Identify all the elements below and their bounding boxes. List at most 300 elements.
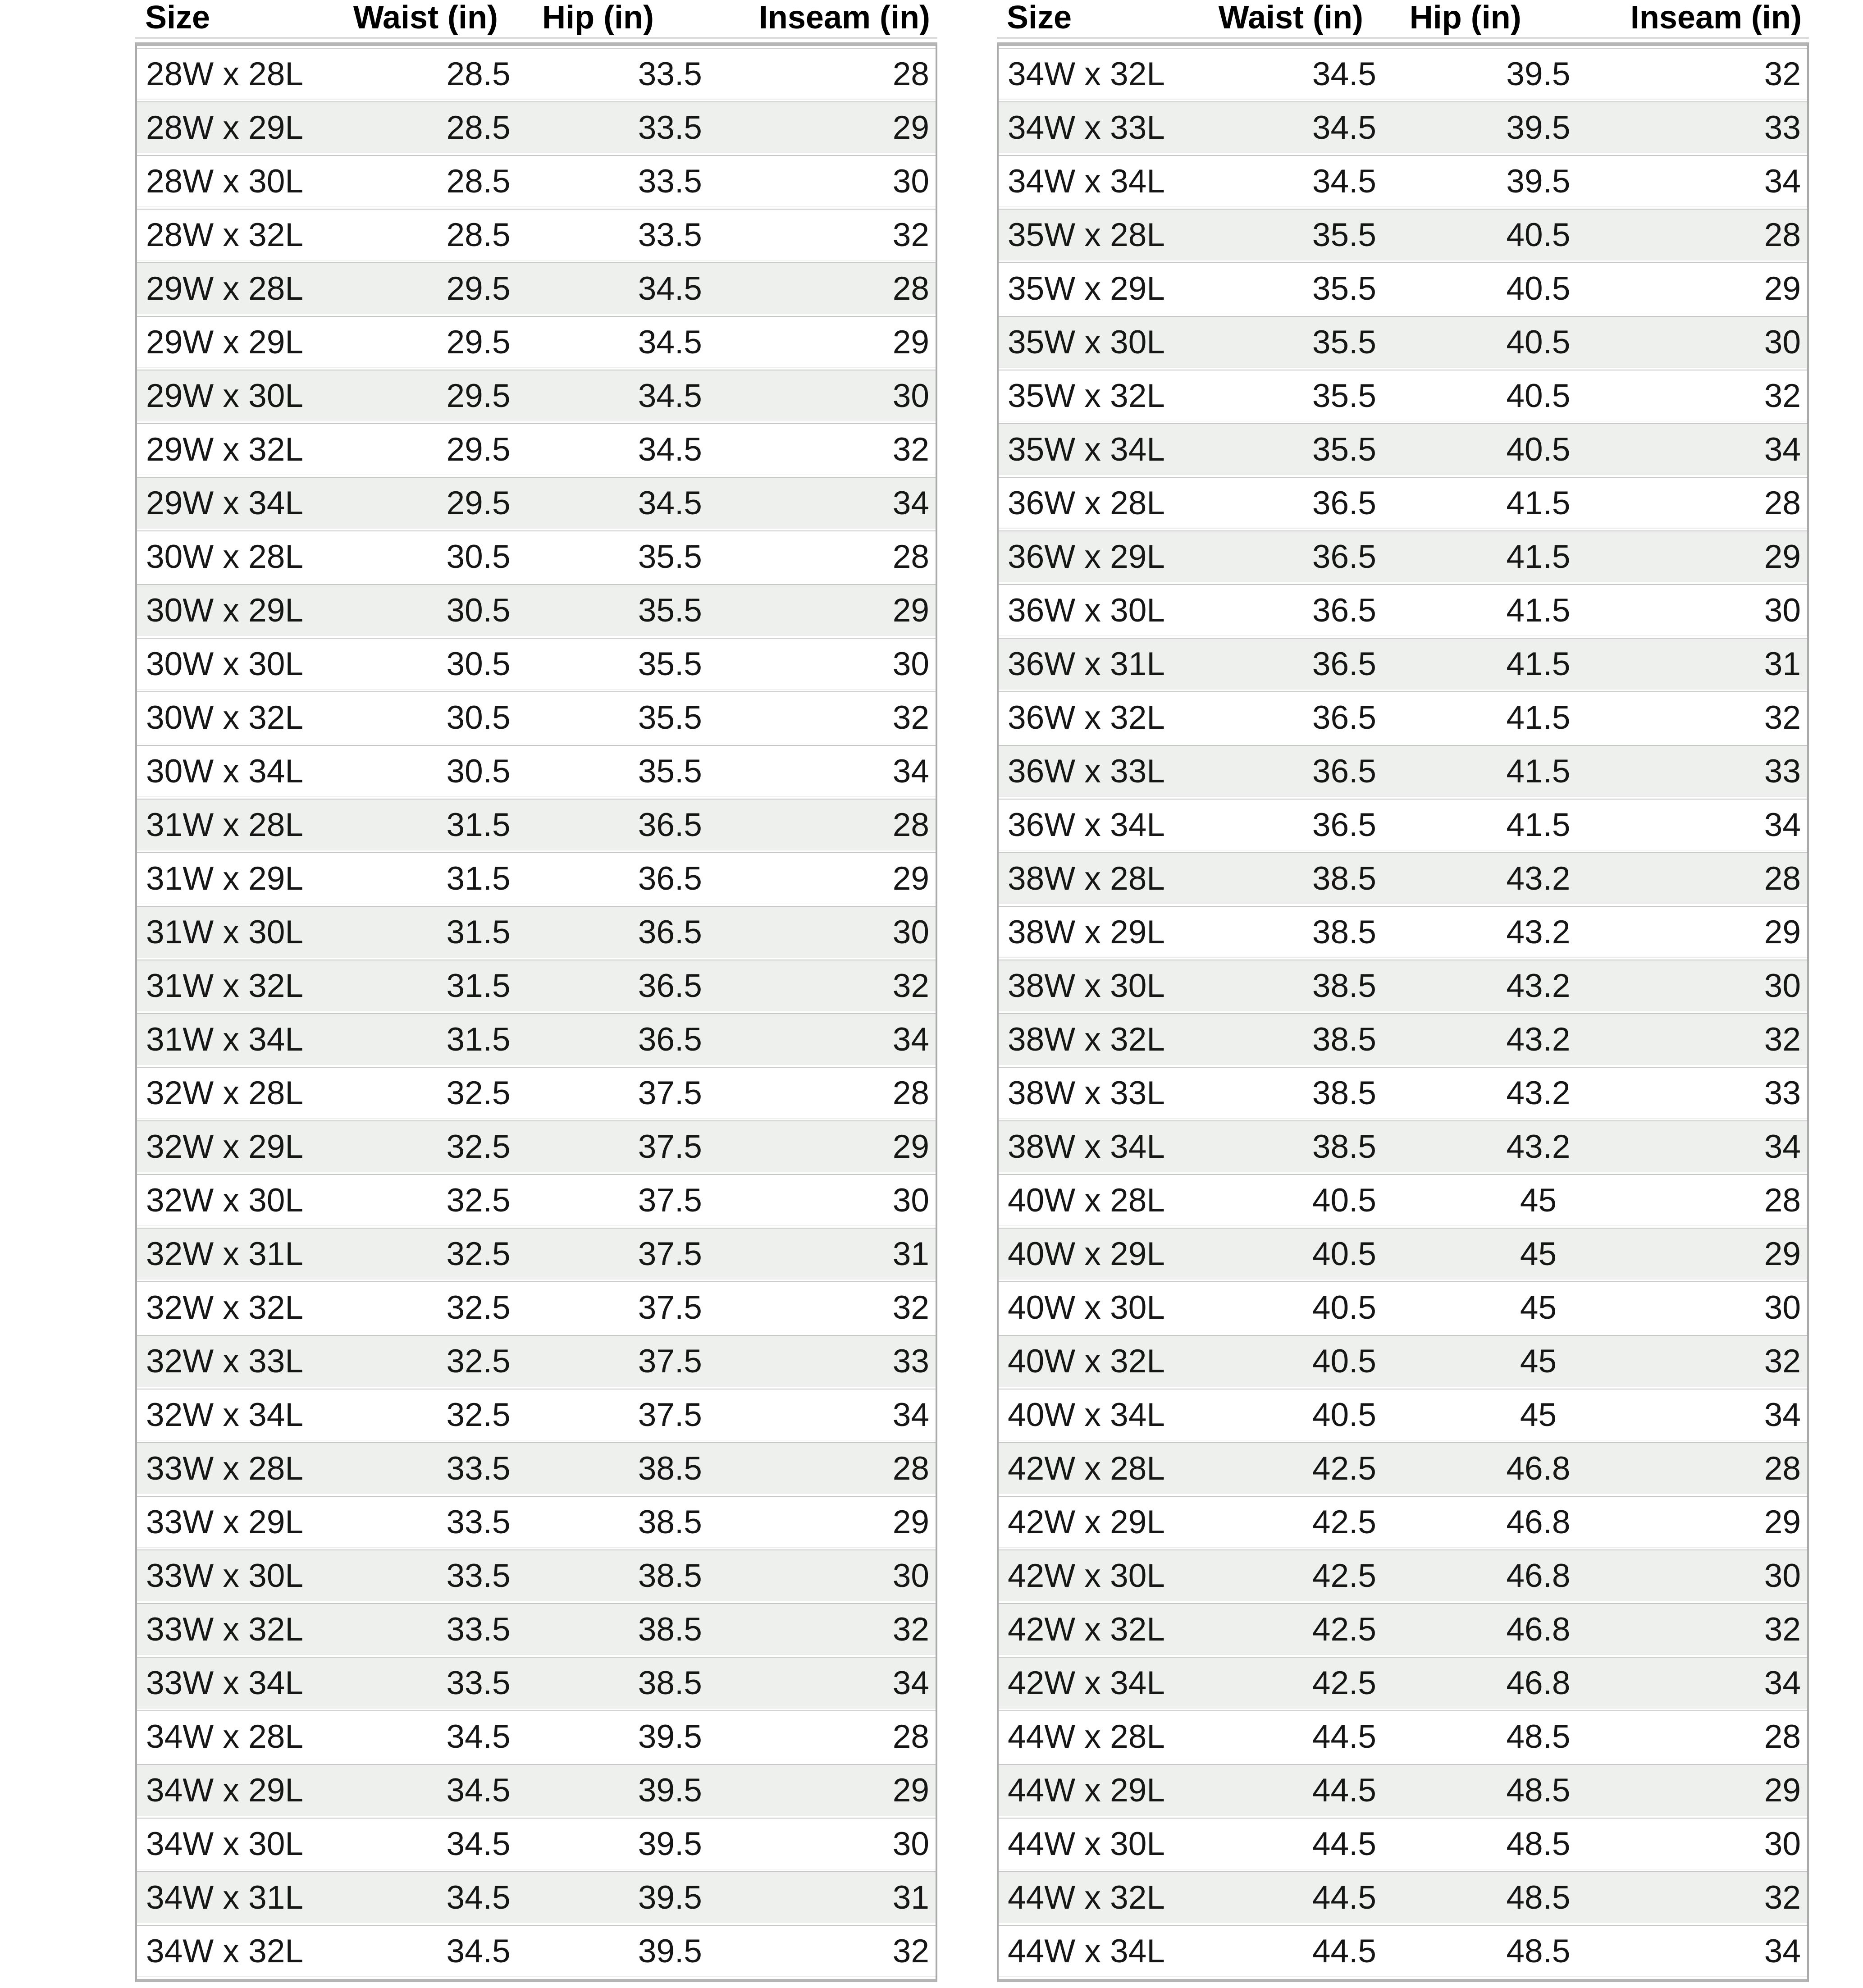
size-cell: 30W x 30L — [146, 645, 303, 682]
size-cell: 35W x 28L — [1008, 216, 1165, 253]
inseam-cell: 29 — [1764, 914, 1801, 951]
inseam-cell: 34 — [1764, 806, 1801, 843]
size-cell: 29W x 34L — [146, 484, 303, 521]
table-row — [137, 423, 936, 475]
size-cell: 32W x 33L — [146, 1343, 303, 1380]
hip-cell: 48.5 — [1506, 1879, 1571, 1916]
size-cell: 34W x 34L — [1008, 163, 1165, 200]
hip-cell: 46.8 — [1506, 1504, 1571, 1540]
inseam-cell: 34 — [1764, 1664, 1801, 1701]
table-row — [999, 370, 1807, 421]
hip-cell: 43.2 — [1506, 914, 1571, 951]
waist-cell: 34.5 — [1312, 163, 1376, 200]
column-header-hip: Hip (in) — [542, 0, 654, 36]
waist-cell: 32.5 — [446, 1396, 511, 1433]
hip-cell: 38.5 — [638, 1504, 702, 1540]
table-row — [999, 101, 1807, 153]
inseam-cell: 32 — [1764, 377, 1801, 414]
table-row — [137, 906, 936, 958]
size-cell: 31W x 30L — [146, 914, 303, 951]
hip-cell: 40.5 — [1506, 377, 1571, 414]
waist-cell: 32.5 — [446, 1235, 511, 1272]
table-row — [137, 316, 936, 368]
hip-cell: 34.5 — [638, 377, 702, 414]
table-row — [999, 906, 1807, 958]
table-header — [997, 0, 1809, 37]
table-row — [137, 1818, 936, 1869]
table-row — [137, 638, 936, 690]
table-row — [137, 584, 936, 636]
table-row — [137, 1120, 936, 1172]
hip-cell: 46.8 — [1506, 1611, 1571, 1648]
inseam-cell: 30 — [1764, 1289, 1801, 1326]
hip-cell: 43.2 — [1506, 967, 1571, 1004]
waist-cell: 30.5 — [446, 699, 511, 736]
size-cell: 44W x 30L — [1008, 1825, 1165, 1862]
inseam-cell: 30 — [892, 1182, 929, 1219]
column-header-size: Size — [145, 0, 210, 36]
column-header-hip: Hip (in) — [1409, 0, 1521, 36]
waist-cell: 33.5 — [446, 1504, 511, 1540]
inseam-cell: 28 — [892, 538, 929, 575]
size-table-left — [135, 0, 937, 1982]
hip-cell: 45 — [1520, 1289, 1557, 1326]
inseam-cell: 30 — [1764, 592, 1801, 629]
inseam-cell: 30 — [1764, 1825, 1801, 1862]
waist-cell: 40.5 — [1312, 1396, 1376, 1433]
inseam-cell: 34 — [1764, 1128, 1801, 1165]
waist-cell: 32.5 — [446, 1128, 511, 1165]
size-cell: 42W x 34L — [1008, 1664, 1165, 1701]
hip-cell: 36.5 — [638, 1021, 702, 1058]
waist-cell: 44.5 — [1312, 1718, 1376, 1755]
size-cell: 38W x 34L — [1008, 1128, 1165, 1165]
column-header-inseam: Inseam (in) — [758, 0, 930, 36]
waist-cell: 38.5 — [1312, 1021, 1376, 1058]
hip-cell: 34.5 — [638, 431, 702, 468]
inseam-cell: 29 — [892, 1128, 929, 1165]
table-row — [137, 1281, 936, 1333]
size-cell: 31W x 28L — [146, 806, 303, 843]
inseam-cell: 32 — [1764, 1021, 1801, 1058]
size-cell: 44W x 29L — [1008, 1772, 1165, 1809]
size-cell: 38W x 30L — [1008, 967, 1165, 1004]
table-row — [999, 1389, 1807, 1440]
table-row — [137, 1603, 936, 1655]
waist-cell: 29.5 — [446, 324, 511, 361]
hip-cell: 41.5 — [1506, 592, 1571, 629]
waist-cell: 30.5 — [446, 538, 511, 575]
waist-cell: 42.5 — [1312, 1557, 1376, 1594]
hip-cell: 45 — [1520, 1396, 1557, 1433]
waist-cell: 36.5 — [1312, 753, 1376, 790]
table-row — [999, 1925, 1807, 1977]
hip-cell: 41.5 — [1506, 806, 1571, 843]
size-cell: 31W x 34L — [146, 1021, 303, 1058]
column-header-waist: Waist (in) — [1218, 0, 1363, 36]
inseam-cell: 28 — [1764, 860, 1801, 897]
size-cell: 40W x 32L — [1008, 1343, 1165, 1380]
size-cell: 33W x 28L — [146, 1450, 303, 1487]
hip-cell: 41.5 — [1506, 753, 1571, 790]
waist-cell: 34.5 — [446, 1879, 511, 1916]
inseam-cell: 28 — [892, 806, 929, 843]
waist-cell: 44.5 — [1312, 1772, 1376, 1809]
waist-cell: 28.5 — [446, 109, 511, 146]
header-divider — [997, 37, 1809, 39]
table-row — [137, 1013, 936, 1065]
size-cell: 32W x 32L — [146, 1289, 303, 1326]
size-cell: 31W x 32L — [146, 967, 303, 1004]
size-cell: 44W x 34L — [1008, 1933, 1165, 1970]
inseam-cell: 34 — [892, 1664, 929, 1701]
waist-cell: 38.5 — [1312, 1128, 1376, 1165]
size-cell: 30W x 28L — [146, 538, 303, 575]
hip-cell: 33.5 — [638, 163, 702, 200]
size-cell: 34W x 33L — [1008, 109, 1165, 146]
inseam-cell: 32 — [1764, 699, 1801, 736]
waist-cell: 31.5 — [446, 806, 511, 843]
table-row — [999, 584, 1807, 636]
hip-cell: 37.5 — [638, 1182, 702, 1219]
size-cell: 30W x 32L — [146, 699, 303, 736]
waist-cell: 31.5 — [446, 1021, 511, 1058]
table-row — [137, 1335, 936, 1387]
inseam-cell: 34 — [892, 1396, 929, 1433]
waist-cell: 44.5 — [1312, 1933, 1376, 1970]
size-cell: 42W x 32L — [1008, 1611, 1165, 1648]
table-row — [999, 155, 1807, 207]
waist-cell: 38.5 — [1312, 1074, 1376, 1111]
inseam-cell: 29 — [892, 592, 929, 629]
inseam-cell: 32 — [892, 1611, 929, 1648]
waist-cell: 36.5 — [1312, 699, 1376, 736]
waist-cell: 42.5 — [1312, 1664, 1376, 1701]
hip-cell: 43.2 — [1506, 1021, 1571, 1058]
table-row — [999, 1496, 1807, 1548]
waist-cell: 31.5 — [446, 860, 511, 897]
inseam-cell: 30 — [892, 163, 929, 200]
table-row — [137, 1389, 936, 1440]
size-cell: 28W x 28L — [146, 55, 303, 92]
waist-cell: 29.5 — [446, 484, 511, 521]
inseam-cell: 29 — [892, 860, 929, 897]
hip-cell: 48.5 — [1506, 1825, 1571, 1862]
table-row — [137, 1657, 936, 1709]
size-cell: 40W x 29L — [1008, 1235, 1165, 1272]
table-row — [999, 1818, 1807, 1869]
table-row — [137, 960, 936, 1011]
hip-cell: 43.2 — [1506, 860, 1571, 897]
inseam-cell: 32 — [892, 431, 929, 468]
size-cell: 34W x 31L — [146, 1879, 303, 1916]
inseam-cell: 34 — [1764, 163, 1801, 200]
hip-cell: 48.5 — [1506, 1772, 1571, 1809]
table-row — [137, 1496, 936, 1548]
size-cell: 33W x 32L — [146, 1611, 303, 1648]
hip-cell: 48.5 — [1506, 1718, 1571, 1755]
waist-cell: 42.5 — [1312, 1450, 1376, 1487]
table-row — [137, 1871, 936, 1923]
size-cell: 32W x 31L — [146, 1235, 303, 1272]
inseam-cell: 33 — [1764, 109, 1801, 146]
hip-cell: 34.5 — [638, 324, 702, 361]
hip-cell: 39.5 — [638, 1879, 702, 1916]
inseam-cell: 29 — [892, 109, 929, 146]
waist-cell: 30.5 — [446, 753, 511, 790]
hip-cell: 39.5 — [638, 1718, 702, 1755]
hip-cell: 40.5 — [1506, 216, 1571, 253]
waist-cell: 38.5 — [1312, 914, 1376, 951]
inseam-cell: 28 — [1764, 484, 1801, 521]
hip-cell: 39.5 — [1506, 109, 1571, 146]
hip-cell: 46.8 — [1506, 1664, 1571, 1701]
size-cell: 35W x 29L — [1008, 270, 1165, 307]
table-row — [137, 155, 936, 207]
hip-cell: 37.5 — [638, 1396, 702, 1433]
hip-cell: 39.5 — [638, 1933, 702, 1970]
hip-cell: 41.5 — [1506, 645, 1571, 682]
table-row — [999, 1710, 1807, 1762]
inseam-cell: 32 — [892, 1933, 929, 1970]
hip-cell: 36.5 — [638, 860, 702, 897]
waist-cell: 40.5 — [1312, 1235, 1376, 1272]
waist-cell: 34.5 — [446, 1933, 511, 1970]
size-cell: 34W x 28L — [146, 1718, 303, 1755]
waist-cell: 44.5 — [1312, 1825, 1376, 1862]
hip-cell: 35.5 — [638, 538, 702, 575]
waist-cell: 28.5 — [446, 216, 511, 253]
inseam-cell: 32 — [892, 216, 929, 253]
waist-cell: 30.5 — [446, 592, 511, 629]
column-header-waist: Waist (in) — [353, 0, 498, 36]
waist-cell: 35.5 — [1312, 377, 1376, 414]
inseam-cell: 34 — [892, 1021, 929, 1058]
size-cell: 31W x 29L — [146, 860, 303, 897]
table-row — [137, 48, 936, 100]
hip-cell: 37.5 — [638, 1289, 702, 1326]
waist-cell: 32.5 — [446, 1343, 511, 1380]
waist-cell: 29.5 — [446, 270, 511, 307]
table-row — [999, 1174, 1807, 1226]
size-cell: 30W x 34L — [146, 753, 303, 790]
table-row — [999, 1067, 1807, 1119]
hip-cell: 34.5 — [638, 484, 702, 521]
hip-cell: 38.5 — [638, 1664, 702, 1701]
inseam-cell: 34 — [892, 753, 929, 790]
inseam-cell: 28 — [892, 1074, 929, 1111]
hip-cell: 41.5 — [1506, 699, 1571, 736]
size-cell: 34W x 32L — [1008, 55, 1165, 92]
hip-cell: 45 — [1520, 1343, 1557, 1380]
size-cell: 36W x 28L — [1008, 484, 1165, 521]
size-cell: 44W x 32L — [1008, 1879, 1165, 1916]
waist-cell: 29.5 — [446, 377, 511, 414]
hip-cell: 46.8 — [1506, 1557, 1571, 1594]
hip-cell: 39.5 — [638, 1825, 702, 1862]
inseam-cell: 34 — [1764, 431, 1801, 468]
table-row — [137, 1174, 936, 1226]
hip-cell: 33.5 — [638, 216, 702, 253]
size-cell: 35W x 30L — [1008, 324, 1165, 361]
inseam-cell: 30 — [892, 377, 929, 414]
table-row — [999, 960, 1807, 1011]
hip-cell: 38.5 — [638, 1450, 702, 1487]
waist-cell: 32.5 — [446, 1074, 511, 1111]
waist-cell: 40.5 — [1312, 1289, 1376, 1326]
inseam-cell: 31 — [892, 1879, 929, 1916]
inseam-cell: 33 — [892, 1343, 929, 1380]
hip-cell: 45 — [1520, 1182, 1557, 1219]
inseam-cell: 34 — [1764, 1933, 1801, 1970]
hip-cell: 38.5 — [638, 1557, 702, 1594]
size-cell: 28W x 32L — [146, 216, 303, 253]
waist-cell: 36.5 — [1312, 592, 1376, 629]
table-row — [137, 1228, 936, 1280]
hip-cell: 41.5 — [1506, 538, 1571, 575]
table-row — [999, 1603, 1807, 1655]
table-row — [137, 370, 936, 421]
hip-cell: 35.5 — [638, 753, 702, 790]
inseam-cell: 29 — [1764, 538, 1801, 575]
table-row — [999, 1871, 1807, 1923]
size-cell: 32W x 34L — [146, 1396, 303, 1433]
inseam-cell: 34 — [892, 484, 929, 521]
table-row — [137, 852, 936, 904]
table-body — [997, 42, 1809, 1982]
inseam-cell: 32 — [892, 1289, 929, 1326]
table-row — [999, 1442, 1807, 1494]
inseam-cell: 31 — [892, 1235, 929, 1272]
table-row — [999, 209, 1807, 260]
size-cell: 32W x 28L — [146, 1074, 303, 1111]
waist-cell: 34.5 — [446, 1825, 511, 1862]
size-table-right — [997, 0, 1809, 1982]
size-cell: 38W x 29L — [1008, 914, 1165, 951]
size-cell: 36W x 34L — [1008, 806, 1165, 843]
table-row — [137, 1710, 936, 1762]
table-row — [999, 262, 1807, 314]
waist-cell: 33.5 — [446, 1557, 511, 1594]
hip-cell: 43.2 — [1506, 1128, 1571, 1165]
table-row — [999, 1228, 1807, 1280]
waist-cell: 38.5 — [1312, 860, 1376, 897]
table-row — [137, 691, 936, 743]
hip-cell: 37.5 — [638, 1343, 702, 1380]
inseam-cell: 32 — [1764, 1879, 1801, 1916]
hip-cell: 35.5 — [638, 592, 702, 629]
size-cell: 38W x 32L — [1008, 1021, 1165, 1058]
waist-cell: 29.5 — [446, 431, 511, 468]
hip-cell: 33.5 — [638, 109, 702, 146]
inseam-cell: 29 — [1764, 1772, 1801, 1809]
waist-cell: 30.5 — [446, 645, 511, 682]
size-cell: 42W x 29L — [1008, 1504, 1165, 1540]
waist-cell: 35.5 — [1312, 216, 1376, 253]
inseam-cell: 30 — [1764, 324, 1801, 361]
hip-cell: 41.5 — [1506, 484, 1571, 521]
waist-cell: 33.5 — [446, 1611, 511, 1648]
inseam-cell: 28 — [1764, 1182, 1801, 1219]
size-cell: 29W x 32L — [146, 431, 303, 468]
waist-cell: 33.5 — [446, 1664, 511, 1701]
table-row — [137, 1549, 936, 1601]
waist-cell: 33.5 — [446, 1450, 511, 1487]
inseam-cell: 29 — [892, 1772, 929, 1809]
hip-cell: 33.5 — [638, 55, 702, 92]
inseam-cell: 32 — [892, 967, 929, 1004]
size-cell: 34W x 32L — [146, 1933, 303, 1970]
inseam-cell: 29 — [1764, 1235, 1801, 1272]
waist-cell: 32.5 — [446, 1289, 511, 1326]
hip-cell: 40.5 — [1506, 431, 1571, 468]
size-cell: 33W x 29L — [146, 1504, 303, 1540]
table-row — [137, 1442, 936, 1494]
waist-cell: 36.5 — [1312, 806, 1376, 843]
inseam-cell: 34 — [1764, 1396, 1801, 1433]
table-row — [999, 1549, 1807, 1601]
table-header — [135, 0, 937, 37]
table-row — [999, 316, 1807, 368]
table-row — [999, 799, 1807, 850]
hip-cell: 40.5 — [1506, 324, 1571, 361]
hip-cell: 36.5 — [638, 967, 702, 1004]
size-cell: 28W x 29L — [146, 109, 303, 146]
waist-cell: 31.5 — [446, 914, 511, 951]
hip-cell: 39.5 — [638, 1772, 702, 1809]
waist-cell: 34.5 — [1312, 109, 1376, 146]
inseam-cell: 32 — [1764, 1611, 1801, 1648]
inseam-cell: 30 — [1764, 967, 1801, 1004]
size-cell: 40W x 28L — [1008, 1182, 1165, 1219]
waist-cell: 42.5 — [1312, 1504, 1376, 1540]
inseam-cell: 31 — [1764, 645, 1801, 682]
inseam-cell: 28 — [892, 270, 929, 307]
table-row — [999, 477, 1807, 529]
hip-cell: 48.5 — [1506, 1933, 1571, 1970]
waist-cell: 36.5 — [1312, 484, 1376, 521]
waist-cell: 36.5 — [1312, 538, 1376, 575]
table-row — [137, 1067, 936, 1119]
table-row — [999, 1335, 1807, 1387]
table-row — [137, 799, 936, 850]
size-cell: 44W x 28L — [1008, 1718, 1165, 1755]
table-row — [137, 1925, 936, 1977]
table-row — [999, 691, 1807, 743]
table-row — [999, 530, 1807, 582]
size-cell: 36W x 30L — [1008, 592, 1165, 629]
size-cell: 28W x 30L — [146, 163, 303, 200]
size-cell: 29W x 30L — [146, 377, 303, 414]
size-cell: 35W x 32L — [1008, 377, 1165, 414]
size-cell: 32W x 29L — [146, 1128, 303, 1165]
table-row — [137, 101, 936, 153]
inseam-cell: 30 — [892, 1557, 929, 1594]
hip-cell: 37.5 — [638, 1128, 702, 1165]
inseam-cell: 28 — [892, 55, 929, 92]
hip-cell: 36.5 — [638, 806, 702, 843]
table-row — [137, 209, 936, 260]
size-cell: 32W x 30L — [146, 1182, 303, 1219]
waist-cell: 34.5 — [446, 1718, 511, 1755]
hip-cell: 34.5 — [638, 270, 702, 307]
inseam-cell: 29 — [1764, 270, 1801, 307]
inseam-cell: 29 — [1764, 1504, 1801, 1540]
hip-cell: 37.5 — [638, 1074, 702, 1111]
table-row — [999, 852, 1807, 904]
table-row — [137, 745, 936, 797]
size-cell: 40W x 34L — [1008, 1396, 1165, 1433]
